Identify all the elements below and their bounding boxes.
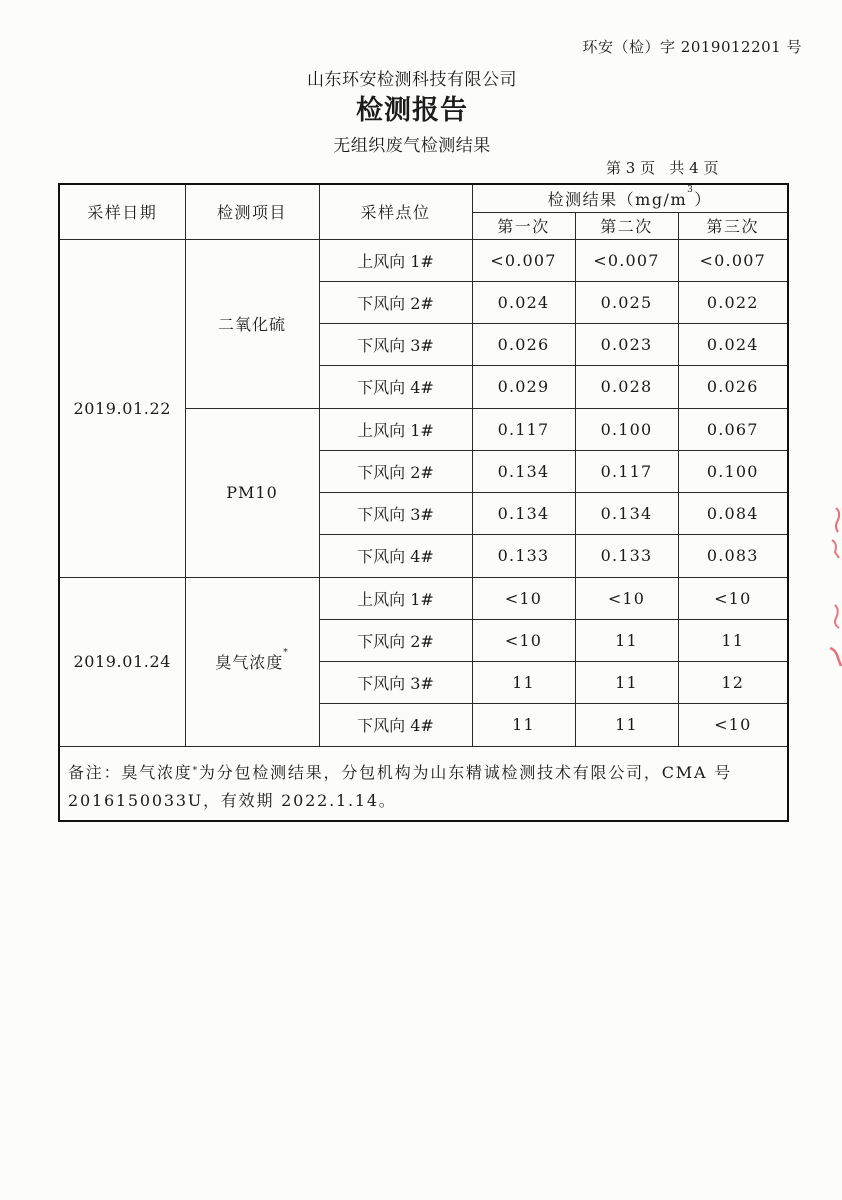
sampling-point-cell: 下风向 4# <box>319 366 472 408</box>
result-cell: 0.084 <box>678 493 788 535</box>
col-header-point: 采样点位 <box>319 184 472 239</box>
results-label-close: ） <box>694 189 712 209</box>
result-cell: 0.134 <box>472 450 575 492</box>
result-cell: 0.100 <box>678 450 788 492</box>
result-cell: 0.117 <box>472 408 575 450</box>
result-cell: <10 <box>575 577 678 619</box>
result-cell: 0.029 <box>472 366 575 408</box>
sampling-point-cell: 下风向 2# <box>319 450 472 492</box>
page-indicator: 第 3 页 共 4 页 <box>606 159 719 177</box>
col-header-results <box>472 184 788 212</box>
remarks-prefix: 备注：臭气浓度 <box>68 762 193 782</box>
col-header-item: 检测项目 <box>185 184 319 239</box>
sampling-date-cell: 2019.01.22 <box>59 239 185 577</box>
results-unit-exponent: 3 <box>687 184 695 195</box>
result-cell: <10 <box>472 577 575 619</box>
test-item-label: 臭气浓度 <box>215 653 284 672</box>
result-cell: 11 <box>472 704 575 746</box>
col-header-run-3: 第三次 <box>678 212 788 239</box>
company-name: 山东环安检测科技有限公司 <box>307 70 517 90</box>
remarks-mark: * <box>192 765 199 776</box>
report-subtitle: 无组织废气检测结果 <box>333 136 491 156</box>
result-cell: <0.007 <box>678 239 788 281</box>
sampling-point-cell: 下风向 3# <box>319 324 472 366</box>
sampling-point-cell: 下风向 4# <box>319 704 472 746</box>
result-cell: 0.100 <box>575 408 678 450</box>
result-cell: <10 <box>678 577 788 619</box>
test-item-cell: 二氧化硫 <box>185 239 319 408</box>
result-cell: 0.024 <box>472 281 575 323</box>
remarks-cell <box>59 746 788 821</box>
table-row <box>59 239 788 281</box>
result-cell: 0.083 <box>678 535 788 577</box>
result-cell: 11 <box>575 662 678 704</box>
result-cell: <0.007 <box>575 239 678 281</box>
col-header-run-2: 第二次 <box>575 212 678 239</box>
sampling-point-cell: 上风向 1# <box>319 408 472 450</box>
col-header-run-1: 第一次 <box>472 212 575 239</box>
sampling-point-cell: 上风向 1# <box>319 577 472 619</box>
result-cell: 0.024 <box>678 324 788 366</box>
result-cell: <10 <box>678 704 788 746</box>
sampling-point-cell: 下风向 4# <box>319 535 472 577</box>
seal-fragment <box>826 500 842 675</box>
sampling-point-cell: 下风向 2# <box>319 619 472 661</box>
test-item-cell <box>185 577 319 746</box>
result-cell: 0.026 <box>472 324 575 366</box>
result-cell: 11 <box>575 619 678 661</box>
sampling-point-cell: 下风向 2# <box>319 281 472 323</box>
result-cell: 11 <box>575 704 678 746</box>
result-cell: 0.133 <box>472 535 575 577</box>
result-cell: 12 <box>678 662 788 704</box>
sampling-point-cell: 下风向 3# <box>319 662 472 704</box>
col-header-date: 采样日期 <box>59 184 185 239</box>
remarks-text: 为分包检测结果，分包机构为山东精诚检测技术有限公司，CMA 号 <box>198 762 732 782</box>
result-cell: 0.134 <box>575 493 678 535</box>
result-cell: 0.026 <box>678 366 788 408</box>
remarks-line-1 <box>68 759 787 787</box>
result-cell: 0.023 <box>575 324 678 366</box>
result-cell: 0.133 <box>575 535 678 577</box>
table-row <box>59 577 788 619</box>
header-row <box>59 184 788 212</box>
results-table <box>58 183 789 822</box>
sampling-point-cell: 上风向 1# <box>319 239 472 281</box>
sampling-date-cell: 2019.01.24 <box>59 577 185 746</box>
result-cell: 0.134 <box>472 493 575 535</box>
result-cell: 0.117 <box>575 450 678 492</box>
report-number: 环安（检）字 2019012201 号 <box>582 38 802 56</box>
result-cell: 11 <box>472 662 575 704</box>
sampling-point-cell: 下风向 3# <box>319 493 472 535</box>
results-label: 检测结果（mg/m <box>547 189 688 209</box>
remarks-row <box>59 746 788 821</box>
report-title: 检测报告 <box>356 95 468 126</box>
remarks-line-2: 2016150033U，有效期 2022.1.14。 <box>68 790 397 810</box>
result-cell: 0.022 <box>678 281 788 323</box>
subcontract-mark: * <box>283 648 289 658</box>
result-cell: 0.067 <box>678 408 788 450</box>
result-cell: <10 <box>472 619 575 661</box>
result-cell: 0.028 <box>575 366 678 408</box>
result-cell: 0.025 <box>575 281 678 323</box>
result-cell: 11 <box>678 619 788 661</box>
test-item-cell: PM10 <box>185 408 319 577</box>
result-cell: <0.007 <box>472 239 575 281</box>
